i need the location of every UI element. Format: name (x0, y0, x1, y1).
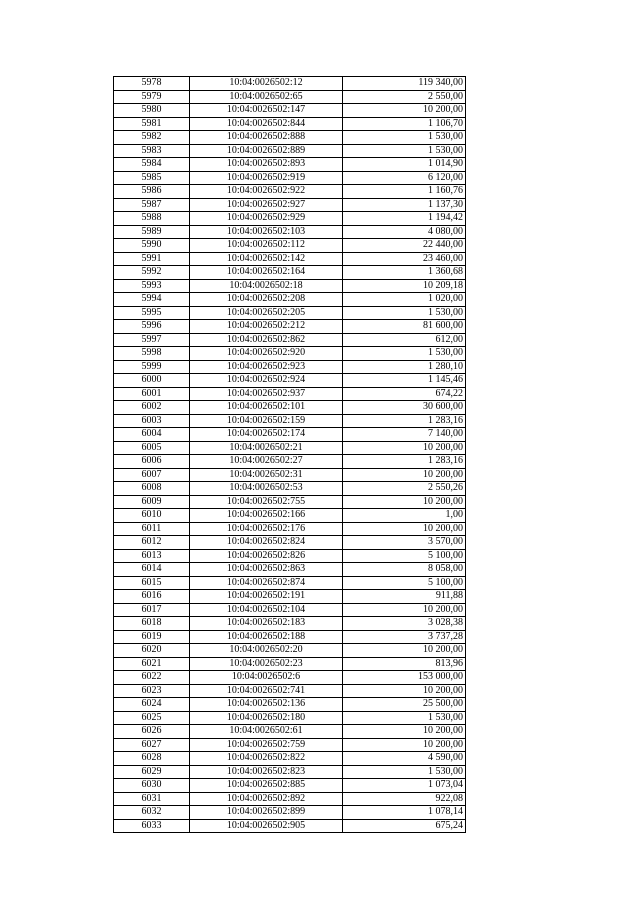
table-row (114, 212, 466, 226)
row-number-cell: 6024 (114, 698, 190, 712)
row-number-cell: 5981 (114, 117, 190, 131)
cadastral-number-cell: 10:04:0026502:920 (190, 347, 343, 361)
table-row (114, 509, 466, 523)
value-cell: 81 600,00 (343, 320, 466, 334)
row-number-cell: 6029 (114, 765, 190, 779)
row-number-cell: 5990 (114, 239, 190, 253)
row-number-cell: 5991 (114, 252, 190, 266)
value-cell: 10 200,00 (343, 522, 466, 536)
value-cell: 10 200,00 (343, 684, 466, 698)
row-number-cell: 5989 (114, 225, 190, 239)
cadastral-number-cell: 10:04:0026502:12 (190, 77, 343, 91)
table-row (114, 117, 466, 131)
table-row (114, 522, 466, 536)
table-row (114, 401, 466, 415)
table-row (114, 414, 466, 428)
table-row (114, 374, 466, 388)
table-row (114, 144, 466, 158)
row-number-cell: 5983 (114, 144, 190, 158)
row-number-cell: 5997 (114, 333, 190, 347)
table-row (114, 792, 466, 806)
row-number-cell: 6033 (114, 819, 190, 833)
row-number-cell: 6007 (114, 468, 190, 482)
value-cell: 1 145,46 (343, 374, 466, 388)
row-number-cell: 6008 (114, 482, 190, 496)
value-cell: 2 550,26 (343, 482, 466, 496)
cadastral-number-cell: 10:04:0026502:188 (190, 630, 343, 644)
cadastral-number-cell: 10:04:0026502:174 (190, 428, 343, 442)
cadastral-number-cell: 10:04:0026502:937 (190, 387, 343, 401)
value-cell: 1 014,90 (343, 158, 466, 172)
cadastral-number-cell: 10:04:0026502:20 (190, 644, 343, 658)
value-cell: 10 209,18 (343, 279, 466, 293)
cadastral-number-cell: 10:04:0026502:822 (190, 752, 343, 766)
table-row (114, 698, 466, 712)
cadastral-number-cell: 10:04:0026502:6 (190, 671, 343, 685)
cadastral-number-cell: 10:04:0026502:823 (190, 765, 343, 779)
value-cell: 10 200,00 (343, 104, 466, 118)
table-row (114, 495, 466, 509)
row-number-cell: 5984 (114, 158, 190, 172)
value-cell: 3 028,38 (343, 617, 466, 631)
table-row (114, 77, 466, 91)
value-cell: 3 737,28 (343, 630, 466, 644)
table-row (114, 711, 466, 725)
row-number-cell: 5993 (114, 279, 190, 293)
table-row (114, 252, 466, 266)
row-number-cell: 6021 (114, 657, 190, 671)
value-cell: 612,00 (343, 333, 466, 347)
table-row (114, 617, 466, 631)
cadastral-number-cell: 10:04:0026502:862 (190, 333, 343, 347)
row-number-cell: 6028 (114, 752, 190, 766)
value-cell: 1 078,14 (343, 806, 466, 820)
cadastral-number-cell: 10:04:0026502:889 (190, 144, 343, 158)
table-row (114, 185, 466, 199)
cadastral-number-cell: 10:04:0026502:905 (190, 819, 343, 833)
row-number-cell: 5994 (114, 293, 190, 307)
value-cell: 1 280,10 (343, 360, 466, 374)
table-body (114, 77, 466, 833)
cadastral-number-cell: 10:04:0026502:863 (190, 563, 343, 577)
value-cell: 10 200,00 (343, 725, 466, 739)
cadastral-number-cell: 10:04:0026502:755 (190, 495, 343, 509)
row-number-cell: 5992 (114, 266, 190, 280)
value-cell: 675,24 (343, 819, 466, 833)
value-cell: 10 200,00 (343, 738, 466, 752)
value-cell: 1 073,04 (343, 779, 466, 793)
value-cell: 25 500,00 (343, 698, 466, 712)
value-cell: 10 200,00 (343, 603, 466, 617)
value-cell: 2 550,00 (343, 90, 466, 104)
cadastral-number-cell: 10:04:0026502:923 (190, 360, 343, 374)
value-cell: 10 200,00 (343, 644, 466, 658)
row-number-cell: 6013 (114, 549, 190, 563)
table-row (114, 387, 466, 401)
row-number-cell: 5996 (114, 320, 190, 334)
value-cell: 1 530,00 (343, 711, 466, 725)
value-cell: 1 530,00 (343, 347, 466, 361)
cadastral-number-cell: 10:04:0026502:927 (190, 198, 343, 212)
value-cell: 922,08 (343, 792, 466, 806)
cadastral-number-cell: 10:04:0026502:31 (190, 468, 343, 482)
cadastral-number-cell: 10:04:0026502:101 (190, 401, 343, 415)
value-cell: 1,00 (343, 509, 466, 523)
value-cell: 1 283,16 (343, 414, 466, 428)
value-cell: 10 200,00 (343, 468, 466, 482)
cadastral-number-cell: 10:04:0026502:874 (190, 576, 343, 590)
row-number-cell: 6003 (114, 414, 190, 428)
value-cell: 30 600,00 (343, 401, 466, 415)
cadastral-number-cell: 10:04:0026502:104 (190, 603, 343, 617)
value-cell: 10 200,00 (343, 441, 466, 455)
table-row (114, 671, 466, 685)
cadastral-number-cell: 10:04:0026502:892 (190, 792, 343, 806)
table-row (114, 131, 466, 145)
cadastral-number-cell: 10:04:0026502:888 (190, 131, 343, 145)
cadastral-value-table (113, 76, 466, 833)
row-number-cell: 6015 (114, 576, 190, 590)
value-cell: 1 530,00 (343, 765, 466, 779)
table-row (114, 320, 466, 334)
value-cell: 1 020,00 (343, 293, 466, 307)
cadastral-number-cell: 10:04:0026502:893 (190, 158, 343, 172)
row-number-cell: 6018 (114, 617, 190, 631)
cadastral-number-cell: 10:04:0026502:142 (190, 252, 343, 266)
row-number-cell: 6022 (114, 671, 190, 685)
table-row (114, 752, 466, 766)
cadastral-number-cell: 10:04:0026502:191 (190, 590, 343, 604)
table-row (114, 266, 466, 280)
cadastral-number-cell: 10:04:0026502:759 (190, 738, 343, 752)
value-cell: 1 194,42 (343, 212, 466, 226)
table-row (114, 104, 466, 118)
row-number-cell: 6023 (114, 684, 190, 698)
value-cell: 22 440,00 (343, 239, 466, 253)
table-row (114, 644, 466, 658)
row-number-cell: 6004 (114, 428, 190, 442)
row-number-cell: 5978 (114, 77, 190, 91)
cadastral-number-cell: 10:04:0026502:27 (190, 455, 343, 469)
row-number-cell: 6006 (114, 455, 190, 469)
cadastral-number-cell: 10:04:0026502:65 (190, 90, 343, 104)
table-row (114, 806, 466, 820)
row-number-cell: 5998 (114, 347, 190, 361)
row-number-cell: 6019 (114, 630, 190, 644)
table-row (114, 738, 466, 752)
value-cell: 1 530,00 (343, 131, 466, 145)
table-row (114, 198, 466, 212)
value-cell: 153 000,00 (343, 671, 466, 685)
row-number-cell: 6030 (114, 779, 190, 793)
table-row (114, 468, 466, 482)
cadastral-number-cell: 10:04:0026502:176 (190, 522, 343, 536)
row-number-cell: 6000 (114, 374, 190, 388)
cadastral-number-cell: 10:04:0026502:924 (190, 374, 343, 388)
value-cell: 1 106,70 (343, 117, 466, 131)
value-cell: 8 058,00 (343, 563, 466, 577)
cadastral-number-cell: 10:04:0026502:824 (190, 536, 343, 550)
row-number-cell: 5986 (114, 185, 190, 199)
table-row (114, 779, 466, 793)
cadastral-number-cell: 10:04:0026502:180 (190, 711, 343, 725)
table-row (114, 482, 466, 496)
row-number-cell: 5985 (114, 171, 190, 185)
value-cell: 1 160,76 (343, 185, 466, 199)
row-number-cell: 5980 (114, 104, 190, 118)
table-row (114, 765, 466, 779)
table-row (114, 279, 466, 293)
value-cell: 1 360,68 (343, 266, 466, 280)
cadastral-number-cell: 10:04:0026502:18 (190, 279, 343, 293)
value-cell: 813,96 (343, 657, 466, 671)
row-number-cell: 6027 (114, 738, 190, 752)
cadastral-number-cell: 10:04:0026502:166 (190, 509, 343, 523)
cadastral-number-cell: 10:04:0026502:208 (190, 293, 343, 307)
cadastral-number-cell: 10:04:0026502:929 (190, 212, 343, 226)
cadastral-number-cell: 10:04:0026502:147 (190, 104, 343, 118)
cadastral-number-cell: 10:04:0026502:164 (190, 266, 343, 280)
table-row (114, 725, 466, 739)
cadastral-number-cell: 10:04:0026502:61 (190, 725, 343, 739)
row-number-cell: 6031 (114, 792, 190, 806)
row-number-cell: 6011 (114, 522, 190, 536)
table-row (114, 630, 466, 644)
cadastral-number-cell: 10:04:0026502:899 (190, 806, 343, 820)
value-cell: 911,88 (343, 590, 466, 604)
row-number-cell: 5999 (114, 360, 190, 374)
value-cell: 1 530,00 (343, 306, 466, 320)
table-row (114, 563, 466, 577)
row-number-cell: 6009 (114, 495, 190, 509)
value-cell: 5 100,00 (343, 549, 466, 563)
row-number-cell: 6032 (114, 806, 190, 820)
table-row (114, 347, 466, 361)
cadastral-number-cell: 10:04:0026502:885 (190, 779, 343, 793)
table-row (114, 684, 466, 698)
row-number-cell: 6014 (114, 563, 190, 577)
table-row (114, 576, 466, 590)
value-cell: 6 120,00 (343, 171, 466, 185)
cadastral-number-cell: 10:04:0026502:826 (190, 549, 343, 563)
value-cell: 1 530,00 (343, 144, 466, 158)
table-row (114, 603, 466, 617)
cadastral-number-cell: 10:04:0026502:212 (190, 320, 343, 334)
cadastral-number-cell: 10:04:0026502:919 (190, 171, 343, 185)
row-number-cell: 5995 (114, 306, 190, 320)
table-row (114, 90, 466, 104)
table-row (114, 158, 466, 172)
value-cell: 4 080,00 (343, 225, 466, 239)
cadastral-number-cell: 10:04:0026502:205 (190, 306, 343, 320)
cadastral-number-cell: 10:04:0026502:844 (190, 117, 343, 131)
table-row (114, 455, 466, 469)
table-row (114, 549, 466, 563)
value-cell: 23 460,00 (343, 252, 466, 266)
row-number-cell: 6017 (114, 603, 190, 617)
table-row (114, 171, 466, 185)
table-row (114, 306, 466, 320)
table-row (114, 360, 466, 374)
value-cell: 674,22 (343, 387, 466, 401)
cadastral-number-cell: 10:04:0026502:21 (190, 441, 343, 455)
table-row (114, 536, 466, 550)
row-number-cell: 5987 (114, 198, 190, 212)
value-cell: 3 570,00 (343, 536, 466, 550)
table-row (114, 819, 466, 833)
value-cell: 119 340,00 (343, 77, 466, 91)
table-row (114, 239, 466, 253)
row-number-cell: 5982 (114, 131, 190, 145)
value-cell: 10 200,00 (343, 495, 466, 509)
value-cell: 1 283,16 (343, 455, 466, 469)
cadastral-number-cell: 10:04:0026502:53 (190, 482, 343, 496)
row-number-cell: 5979 (114, 90, 190, 104)
row-number-cell: 6025 (114, 711, 190, 725)
cadastral-number-cell: 10:04:0026502:112 (190, 239, 343, 253)
row-number-cell: 6012 (114, 536, 190, 550)
cadastral-number-cell: 10:04:0026502:159 (190, 414, 343, 428)
table-row (114, 441, 466, 455)
value-cell: 5 100,00 (343, 576, 466, 590)
row-number-cell: 6020 (114, 644, 190, 658)
cadastral-number-cell: 10:04:0026502:741 (190, 684, 343, 698)
table-row (114, 293, 466, 307)
row-number-cell: 6005 (114, 441, 190, 455)
value-cell: 7 140,00 (343, 428, 466, 442)
row-number-cell: 6026 (114, 725, 190, 739)
value-cell: 1 137,30 (343, 198, 466, 212)
cadastral-number-cell: 10:04:0026502:136 (190, 698, 343, 712)
table-row (114, 333, 466, 347)
table-row (114, 428, 466, 442)
row-number-cell: 5988 (114, 212, 190, 226)
row-number-cell: 6002 (114, 401, 190, 415)
value-cell: 4 590,00 (343, 752, 466, 766)
table-row (114, 590, 466, 604)
row-number-cell: 6010 (114, 509, 190, 523)
table-row (114, 657, 466, 671)
cadastral-number-cell: 10:04:0026502:103 (190, 225, 343, 239)
cadastral-number-cell: 10:04:0026502:23 (190, 657, 343, 671)
cadastral-number-cell: 10:04:0026502:183 (190, 617, 343, 631)
row-number-cell: 6001 (114, 387, 190, 401)
cadastral-number-cell: 10:04:0026502:922 (190, 185, 343, 199)
table-row (114, 225, 466, 239)
row-number-cell: 6016 (114, 590, 190, 604)
